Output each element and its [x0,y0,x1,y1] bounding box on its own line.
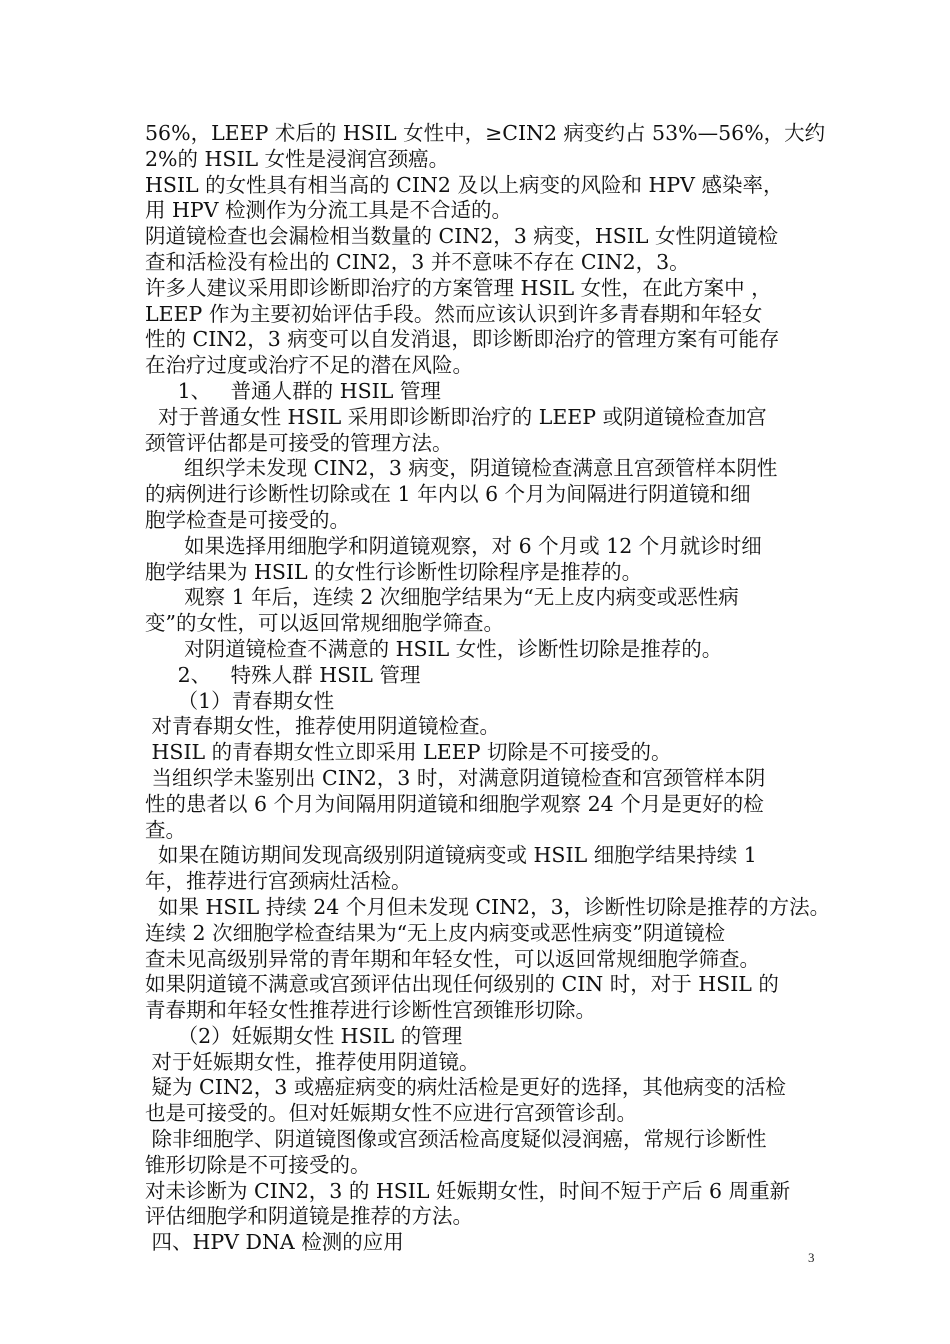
text-line: 对于妊娠期女性，推荐使用阴道镜。 [145,1049,480,1074]
text-line: HSIL 的青春期女性立即采用 LEEP 切除是不可接受的。 [145,740,672,765]
text-line: 对于普通女性 HSIL 采用即诊断即治疗的 LEEP 或阴道镜检查加宫 [145,404,767,429]
text-line: 也是可接受的。但对妊娠期女性不应进行宫颈管诊刮。 [145,1101,637,1126]
section-heading: 四、HPV DNA 检测的应用 [145,1230,404,1255]
section-heading: 1、 普通人群的 HSIL 管理 [145,378,441,403]
text-line: 查和活检没有检出的 CIN2，3 并不意味不存在 CIN2，3。 [145,249,690,274]
text-line: 对阴道镜检查不满意的 HSIL 女性，诊断性切除是推荐的。 [145,636,723,661]
text-line: 连续 2 次细胞学检查结果为“无上皮内病变或恶性病变”阴道镜检 [145,920,726,945]
text-line: 锥形切除是不可接受的。 [145,1152,371,1177]
text-line: 变”的女性，可以返回常规细胞学筛查。 [145,611,504,636]
text-line: 青春期和年轻女性推荐进行诊断性宫颈锥形切除。 [145,998,596,1023]
text-line: 对青春期女性，推荐使用阴道镜检查。 [145,714,501,739]
text-line: HSIL 的女性具有相当高的 CIN2 及以上病变的风险和 HPV 感染率， [145,172,784,197]
text-line: 性的患者以 6 个月为间隔用阴道镜和细胞学观察 24 个月是更好的检 [145,791,764,816]
text-line: 在治疗过度或治疗不足的潜在风险。 [145,353,473,378]
text-line: 当组织学未鉴别出 CIN2，3 时，对满意阴道镜检查和宫颈管样本阴 [145,765,766,790]
text-line: 如果阴道镜不满意或宫颈评估出现任何级别的 CIN 时，对于 HSIL 的 [145,972,779,997]
text-line: 的病例进行诊断性切除或在 1 年内以 6 个月为间隔进行阴道镜和细 [145,482,751,507]
subsection-heading: （2）妊娠期女性 HSIL 的管理 [145,1023,463,1048]
text-line: 性的 CIN2，3 病变可以自发消退，即诊断即治疗的管理方案有可能存 [145,327,780,352]
subsection-heading: （1）青春期女性 [145,688,335,713]
text-line: 如果 HSIL 持续 24 个月但未发现 CIN2，3，诊断性切除是推荐的方法。 [145,894,831,919]
page-number: 3 [808,1250,815,1265]
document-body [145,121,831,1256]
text-line: 胞学检查是可接受的。 [145,507,350,532]
text-line: 胞学结果为 HSIL 的女性行诊断性切除程序是推荐的。 [145,559,643,584]
text-line: 查。 [145,817,186,842]
text-line: 查未见高级别异常的青年期和年轻女性，可以返回常规细胞学筛查。 [145,946,760,971]
text-line: 对未诊断为 CIN2，3 的 HSIL 妊娠期女性，时间不短于产后 6 周重新 [145,1178,791,1203]
text-line: 评估细胞学和阴道镜是推荐的方法。 [145,1204,473,1229]
text-line: 阴道镜检查也会漏检相当数量的 CIN2，3 病变，HSIL 女性阴道镜检 [145,224,778,249]
text-line: 组织学未发现 CIN2，3 病变，阴道镜检查满意且宫颈管样本阴性 [145,456,778,481]
text-line: 如果在随访期间发现高级别阴道镜病变或 HSIL 细胞学结果持续 1 [145,843,757,868]
text-line: LEEP 作为主要初始评估手段。然而应该认识到许多青春期和年轻女 [145,301,763,326]
section-heading: 2、 特殊人群 HSIL 管理 [145,662,421,687]
text-line: 颈管评估都是可接受的管理方法。 [145,430,453,455]
text-line: 疑为 CIN2，3 或癌症病变的病灶活检是更好的选择，其他病变的活检 [145,1075,786,1100]
text-line: 观察 1 年后，连续 2 次细胞学结果为“无上皮内病变或恶性病 [145,585,739,610]
text-line: 如果选择用细胞学和阴道镜观察，对 6 个月或 12 个月就诊时细 [145,533,762,558]
text-line: 2%的 HSIL 女性是浸润宫颈癌。 [145,146,450,171]
text-line: 用 HPV 检测作为分流工具是不合适的。 [145,198,513,223]
text-line: 除非细胞学、阴道镜图像或宫颈活检高度疑似浸润癌，常规行诊断性 [145,1127,767,1152]
text-line: 年，推荐进行宫颈病灶活检。 [145,869,412,894]
text-line: 56%，LEEP 术后的 HSIL 女性中，≥CIN2 病变约占 53%—56%，大约 [145,121,826,145]
text-line: 许多人建议采用即诊断即治疗的方案管理 HSIL 女性，在此方案中 ， [145,275,772,300]
